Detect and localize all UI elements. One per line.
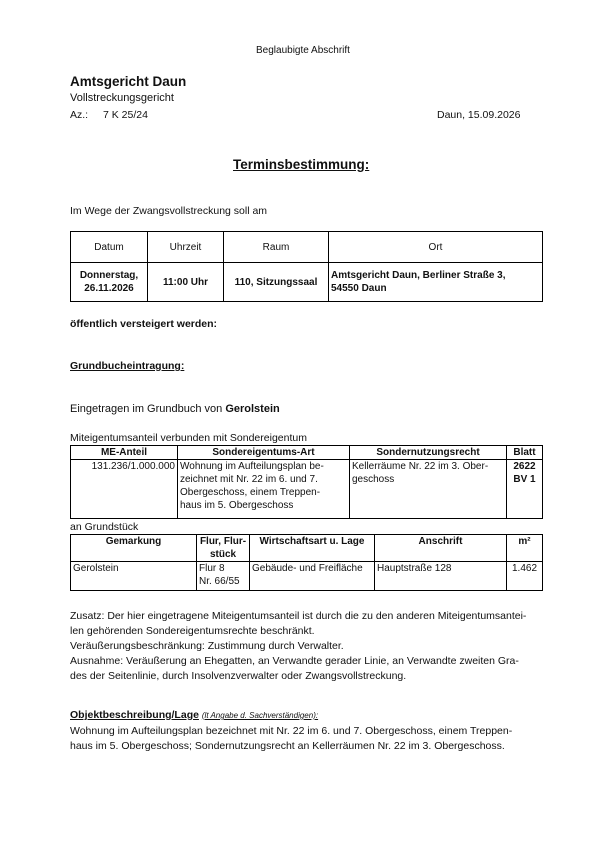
land-register-heading: Grundbucheintragung: — [70, 360, 185, 372]
schedule-header-room: Raum — [224, 232, 329, 263]
note-line: Veräußerungsbeschränkung: Zustimmung durch Verwalter. — [70, 640, 344, 652]
schedule-time: 11:00 Uhr — [148, 263, 224, 302]
court-name: Amtsgericht Daun — [70, 74, 187, 89]
schedule-date — [71, 263, 148, 302]
schedule-date-day: 26.11.2026 — [84, 283, 134, 294]
schedule-room: 110, Sitzungssaal — [224, 263, 329, 302]
file-label: Az.: — [70, 109, 89, 121]
share-usage-line: Kellerräume Nr. 22 im 3. Ober- — [352, 461, 489, 472]
description-line: Wohnung im Aufteilungsplan bezeichnet mit Nr. 22 im 6. und 7. Obergeschoss, einem Treppen- — [70, 725, 513, 737]
description-source: (lt Angabe d. Sachverständigen): — [201, 711, 319, 720]
plot-header-flur — [197, 535, 250, 562]
share-sheet-number: 2622 — [513, 461, 536, 472]
share-usage-line: geschoss — [352, 474, 395, 485]
schedule-place — [329, 263, 543, 302]
plot-flur-line2: Nr. 66/55 — [199, 576, 240, 587]
file-number: 7 K 25/24 — [103, 109, 148, 121]
note-line: Ausnahme: Veräußerung an Ehegatten, an Verwandte gerader Linie, an Verwandte zweiten Gra- — [70, 655, 519, 667]
place-date: Daun, 15.09.2026 — [437, 109, 521, 121]
registered-in — [70, 403, 280, 415]
registered-place: Gerolstein — [225, 403, 280, 415]
plot-header-address: Anschrift — [375, 535, 507, 562]
intro-text: Im Wege der Zwangsvollstreckung soll am — [70, 205, 268, 217]
share-header-share: ME-Anteil — [71, 446, 178, 460]
share-header-usage: Sondernutzungsrecht — [350, 446, 507, 460]
schedule-table — [70, 231, 543, 302]
share-type-line: zeichnet mit Nr. 22 im 6. und 7. — [180, 474, 318, 485]
plot-area: 1.462 — [507, 562, 543, 591]
schedule-header-time: Uhrzeit — [148, 232, 224, 263]
auction-text: öffentlich versteigert werden: — [70, 318, 218, 330]
plot-table — [70, 534, 543, 591]
schedule-header-date: Datum — [71, 232, 148, 263]
plot-flur-line1: Flur 8 — [199, 563, 225, 574]
schedule-place-line2: 54550 Daun — [331, 283, 387, 294]
note-line: len gehörenden Sondereigentumsrechte beschränkt. — [70, 625, 315, 637]
plot-flur — [197, 562, 250, 591]
note-line: Zusatz: Der hier eingetragene Miteigentumsanteil ist durch die zu den anderen Miteigentumsantei- — [70, 610, 527, 622]
share-header-sheet: Blatt — [507, 446, 543, 460]
plot-usage: Gebäude- und Freifläche — [250, 562, 375, 591]
schedule-date-weekday: Donnerstag, — [79, 270, 139, 281]
share-type-line: Obergeschoss, einem Treppen- — [180, 487, 321, 498]
share-type — [178, 460, 350, 519]
share-sheet-bv: BV 1 — [513, 474, 536, 485]
description-heading-row — [70, 709, 318, 721]
registered-prefix: Eingetragen im Grundbuch von — [70, 403, 223, 415]
share-type-line: Wohnung im Aufteilungsplan be- — [180, 461, 324, 472]
plot-address: Hauptstraße 128 — [375, 562, 507, 591]
schedule-place-line1: Amtsgericht Daun, Berliner Straße 3, — [331, 270, 506, 281]
court-department: Vollstreckungsgericht — [70, 92, 174, 104]
description-line: haus im 5. Obergeschoss; Sondernutzungsrecht an Kellerräumen Nr. 22 im 3. Obergeschoss. — [70, 740, 505, 752]
share-label: Miteigentumsanteil verbunden mit Sondereigentum — [70, 432, 307, 444]
share-value: 131.236/1.000.000 — [71, 460, 178, 519]
plot-header-area: m² — [507, 535, 543, 562]
plot-header-flur-line1: Flur, Flur- — [199, 536, 247, 547]
share-usage — [350, 460, 507, 519]
plot-district: Gerolstein — [71, 562, 197, 591]
note-line: des der Seitenlinie, durch Insolvenzverwalter oder Zwangsvollstreckung. — [70, 670, 407, 682]
copy-label: Beglaubigte Abschrift — [256, 45, 350, 56]
description-text — [70, 724, 512, 754]
share-header-type: Sondereigentums-Art — [178, 446, 350, 460]
plot-header-usage: Wirtschaftsart u. Lage — [250, 535, 375, 562]
description-heading: Objektbeschreibung/Lage — [70, 709, 199, 721]
notes — [70, 609, 526, 684]
share-sheet — [507, 460, 543, 519]
plot-header-district: Gemarkung — [71, 535, 197, 562]
page-title: Terminsbestimmung: — [233, 157, 370, 172]
plot-label: an Grundstück — [70, 521, 139, 533]
plot-header-flur-line2: stück — [209, 549, 237, 560]
share-type-line: haus im 5. Obergeschoss — [180, 500, 294, 511]
schedule-header-place: Ort — [329, 232, 543, 263]
share-table — [70, 445, 543, 519]
